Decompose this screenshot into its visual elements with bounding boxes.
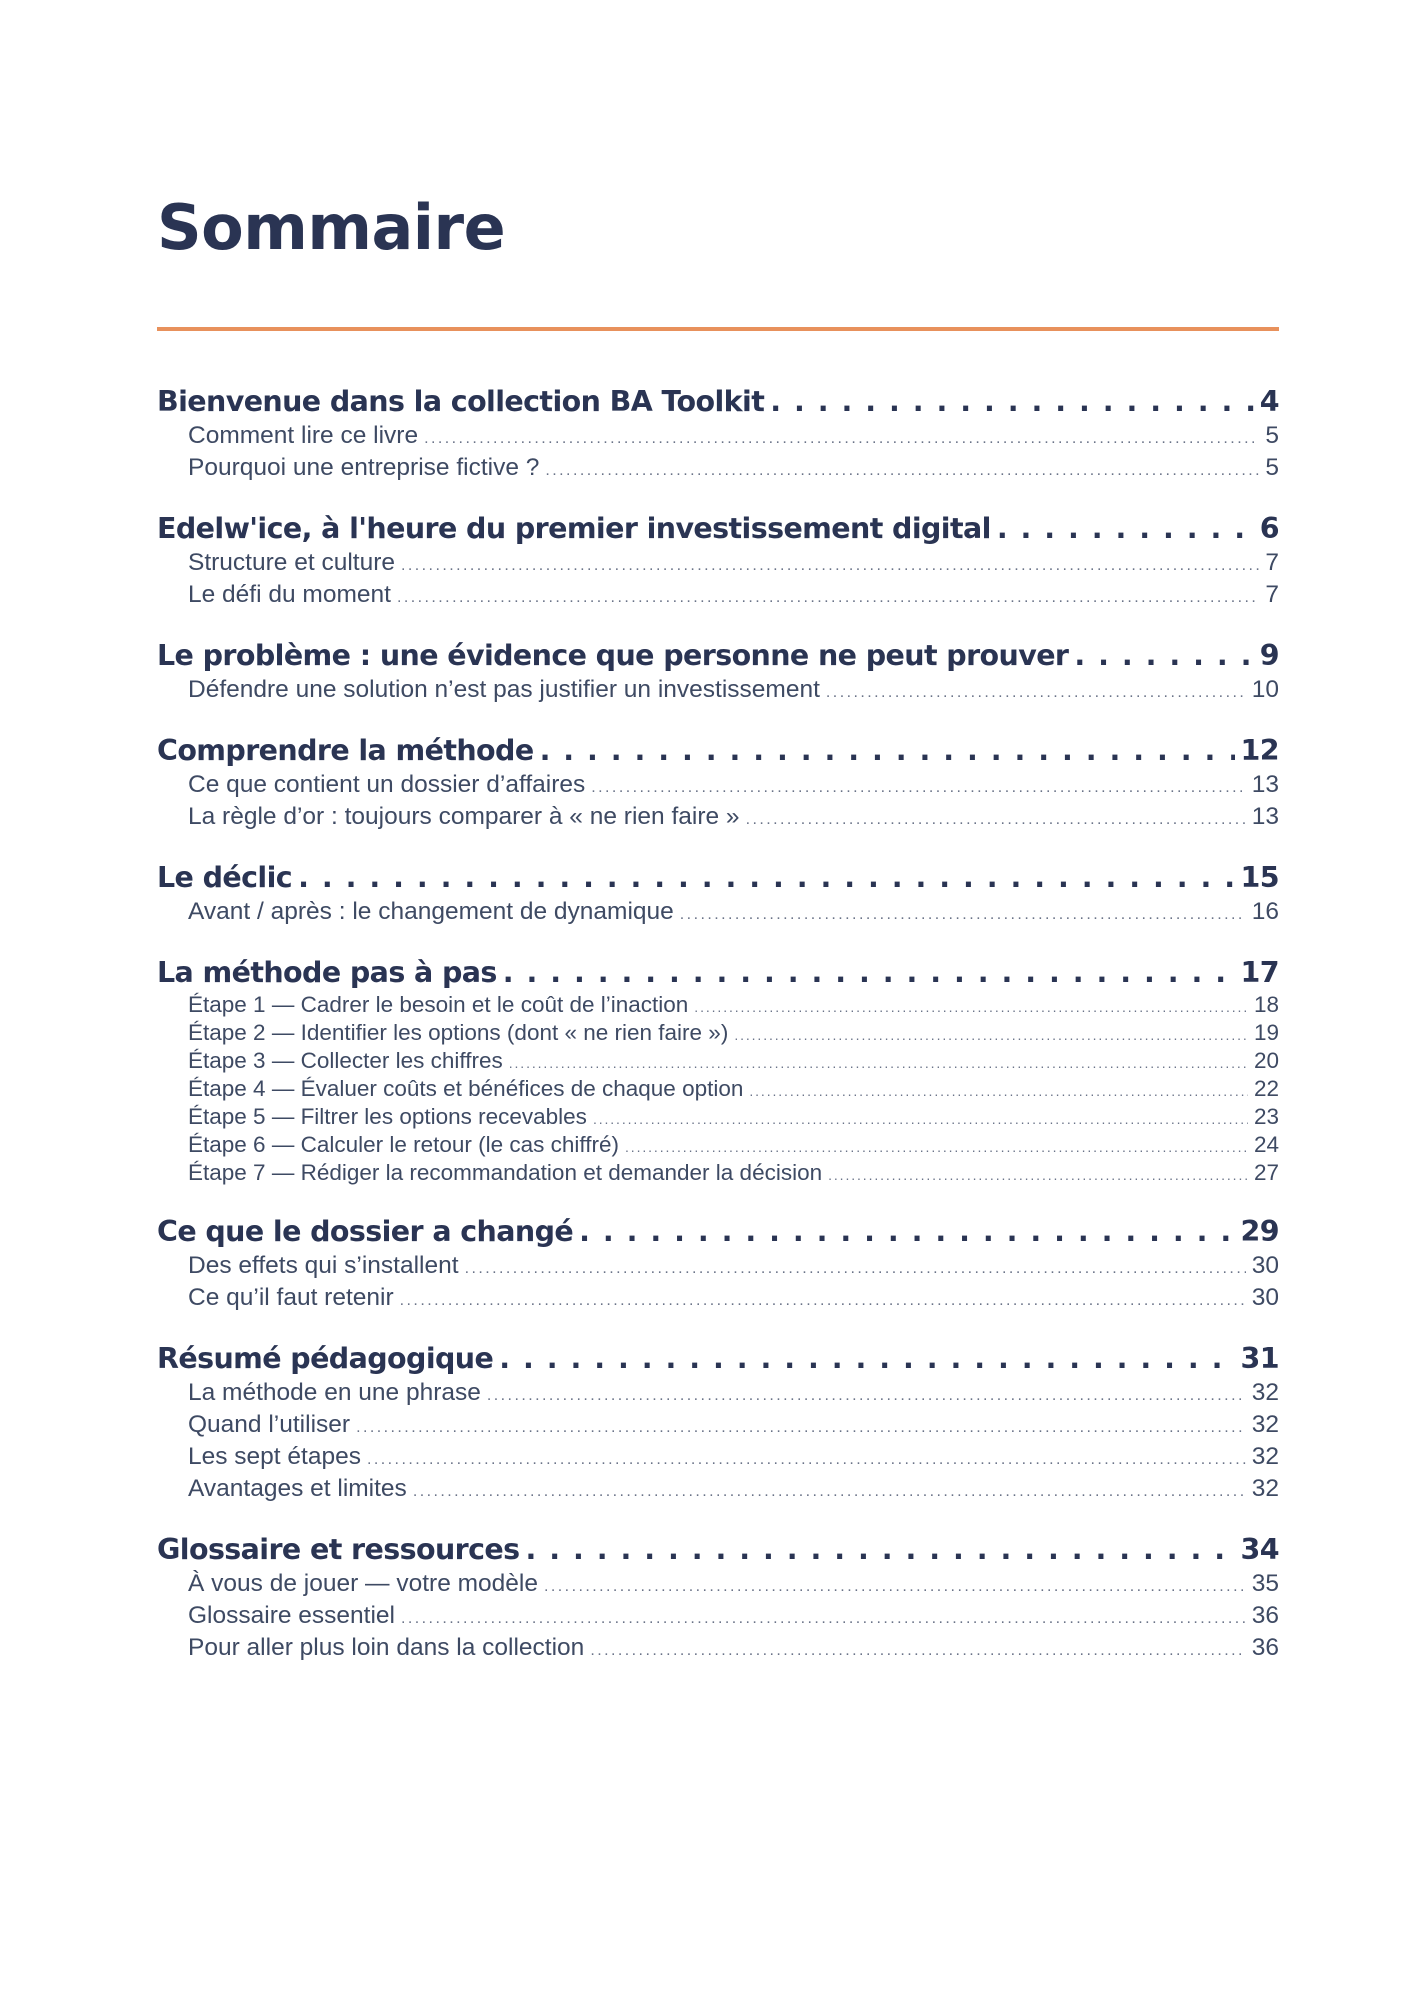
toc-section — [157, 732, 1279, 834]
toc-subentry[interactable] — [157, 1076, 1279, 1104]
toc-chapter-title: Résumé pédagogique — [157, 1342, 494, 1375]
toc-subentry-page: 36 — [1251, 1602, 1279, 1629]
toc-subentry-page: 16 — [1251, 898, 1279, 925]
dot-leader — [397, 583, 1259, 612]
toc-subentry-page: 32 — [1251, 1475, 1279, 1502]
toc-chapter-entry[interactable] — [157, 1531, 1279, 1569]
toc-chapter-title: Edelw'ice, à l'heure du premier investissement digital — [157, 512, 991, 545]
toc-subentry-page: 32 — [1251, 1411, 1279, 1438]
toc-subentry[interactable] — [157, 1633, 1279, 1665]
toc-chapter-page: 4 — [1259, 385, 1279, 418]
toc-subentry[interactable] — [157, 770, 1279, 802]
toc-subentry[interactable] — [157, 580, 1279, 612]
toc-subentry[interactable] — [157, 1160, 1279, 1188]
toc-subentry-title: Des effets qui s’installent — [188, 1252, 459, 1279]
toc-chapter-page: 15 — [1240, 861, 1279, 894]
dot-leader — [680, 900, 1246, 929]
dot-leader — [503, 954, 1235, 992]
toc-chapter-entry[interactable] — [157, 637, 1279, 675]
toc-subentry[interactable] — [157, 1410, 1279, 1442]
toc-chapter-title: Comprendre la méthode — [157, 734, 534, 767]
toc-subentry[interactable] — [157, 1601, 1279, 1633]
toc-subentry[interactable] — [157, 1474, 1279, 1506]
toc-subentry-page: 36 — [1251, 1634, 1279, 1661]
toc-subentry-title: Défendre une solution n’est pas justifier un investissement — [188, 676, 820, 703]
toc-subentry-title: Pourquoi une entreprise fictive ? — [188, 454, 540, 481]
toc-subentry-page: 19 — [1253, 1020, 1279, 1045]
toc-subentry-title: Le défi du moment — [188, 581, 391, 608]
toc-section — [157, 1531, 1279, 1665]
dot-leader — [401, 1604, 1246, 1633]
toc-subentry[interactable] — [157, 1104, 1279, 1132]
toc-chapter-page: 29 — [1240, 1215, 1279, 1248]
toc-subentry-title: Étape 7 — Rédiger la recommandation et demander la décision — [188, 1160, 823, 1185]
dot-leader — [525, 1531, 1234, 1569]
page-title: Sommaire — [157, 191, 506, 264]
dot-leader — [465, 1254, 1246, 1283]
dot-leader — [734, 1023, 1248, 1048]
toc-subentry-page: 5 — [1265, 454, 1279, 481]
toc-subentry-title: Structure et culture — [188, 549, 395, 576]
dot-leader — [499, 1340, 1234, 1378]
toc-subentry-title: La méthode en une phrase — [188, 1379, 481, 1406]
toc-subentry[interactable] — [157, 1283, 1279, 1315]
dot-leader — [424, 424, 1259, 453]
toc-subentry-title: Les sept étapes — [188, 1443, 361, 1470]
toc-subentry-title: Quand l’utiliser — [188, 1411, 351, 1438]
toc-subentry-page: 27 — [1253, 1160, 1279, 1185]
toc-subentry-page: 10 — [1251, 676, 1279, 703]
toc-subentry-page: 18 — [1253, 992, 1279, 1017]
toc-chapter-title: Glossaire et ressources — [157, 1533, 520, 1566]
toc-chapter-entry[interactable] — [157, 732, 1279, 770]
dot-leader — [625, 1135, 1248, 1160]
toc-chapter-entry[interactable] — [157, 954, 1279, 992]
toc-subentry-page: 35 — [1251, 1570, 1279, 1597]
dot-leader — [749, 1079, 1248, 1104]
dot-leader — [509, 1051, 1248, 1076]
title-divider — [157, 327, 1279, 331]
toc-subentry[interactable] — [157, 1378, 1279, 1410]
dot-leader — [770, 383, 1254, 421]
toc-section — [157, 383, 1279, 485]
toc-subentry[interactable] — [157, 897, 1279, 929]
toc-subentry[interactable] — [157, 802, 1279, 834]
dot-leader — [545, 456, 1259, 485]
toc-subentry-title: La règle d’or : toujours comparer à « ne rien faire » — [188, 803, 740, 830]
toc-section — [157, 510, 1279, 612]
dot-leader — [1074, 637, 1253, 675]
toc-subentry[interactable] — [157, 1020, 1279, 1048]
toc-subentry[interactable] — [157, 1132, 1279, 1160]
toc-subentry-page: 7 — [1265, 581, 1279, 608]
dot-leader — [401, 551, 1259, 580]
toc-subentry-page: 5 — [1265, 422, 1279, 449]
toc-chapter-entry[interactable] — [157, 859, 1279, 897]
dot-leader — [997, 510, 1254, 548]
toc-subentry-page: 7 — [1265, 549, 1279, 576]
toc-chapter-page: 12 — [1240, 734, 1279, 767]
dot-leader — [298, 859, 1234, 897]
toc-subentry[interactable] — [157, 1569, 1279, 1601]
toc-chapter-title: Le déclic — [157, 861, 293, 894]
toc-subentry-page: 32 — [1251, 1443, 1279, 1470]
toc-subentry-title: Comment lire ce livre — [188, 422, 419, 449]
toc-subentry-title: Pour aller plus loin dans la collection — [188, 1634, 585, 1661]
toc-subentry-title: Étape 1 — Cadrer le besoin et le coût de l’inaction — [188, 992, 689, 1017]
dot-leader — [544, 1572, 1246, 1601]
toc-chapter-title: Ce que le dossier a changé — [157, 1215, 574, 1248]
toc-subentry-title: Étape 4 — Évaluer coûts et bénéfices de chaque option — [188, 1076, 744, 1101]
toc-subentry[interactable] — [157, 548, 1279, 580]
toc-section — [157, 1340, 1279, 1506]
table-of-contents — [157, 383, 1279, 1665]
toc-chapter-page: 34 — [1240, 1533, 1279, 1566]
toc-subentry[interactable] — [157, 1442, 1279, 1474]
toc-subentry[interactable] — [157, 675, 1279, 707]
toc-subentry-title: Étape 3 — Collecter les chiffres — [188, 1048, 503, 1073]
toc-subentry-page: 32 — [1251, 1379, 1279, 1406]
toc-subentry-page: 20 — [1253, 1048, 1279, 1073]
toc-chapter-entry[interactable] — [157, 1213, 1279, 1251]
toc-chapter-entry[interactable] — [157, 510, 1279, 548]
toc-subentry[interactable] — [157, 1048, 1279, 1076]
toc-subentry-title: Avant / après : le changement de dynamique — [188, 898, 674, 925]
toc-subentry-page: 13 — [1251, 771, 1279, 798]
toc-subentry-page: 30 — [1251, 1284, 1279, 1311]
toc-chapter-entry[interactable] — [157, 383, 1279, 421]
toc-subentry-title: À vous de jouer — votre modèle — [188, 1570, 538, 1597]
dot-leader — [591, 773, 1245, 802]
toc-chapter-page: 6 — [1259, 512, 1279, 545]
toc-subentry-title: Étape 5 — Filtrer les options recevables — [188, 1104, 587, 1129]
toc-subentry-title: Avantages et limites — [188, 1475, 407, 1502]
toc-chapter-title: Bienvenue dans la collection BA Toolkit — [157, 385, 765, 418]
toc-section — [157, 859, 1279, 929]
toc-section — [157, 637, 1279, 707]
toc-subentry-page: 22 — [1253, 1076, 1279, 1101]
dot-leader — [590, 1636, 1245, 1665]
dot-leader — [356, 1413, 1246, 1442]
dot-leader — [413, 1477, 1246, 1506]
toc-subentry-page: 30 — [1251, 1252, 1279, 1279]
toc-section — [157, 1213, 1279, 1315]
toc-chapter-page: 17 — [1240, 956, 1279, 989]
toc-subentry-page: 24 — [1253, 1132, 1279, 1157]
dot-leader — [540, 732, 1235, 770]
dot-leader — [487, 1381, 1246, 1410]
toc-chapter-title: La méthode pas à pas — [157, 956, 497, 989]
toc-subentry[interactable] — [157, 1251, 1279, 1283]
toc-subentry[interactable] — [157, 421, 1279, 453]
dot-leader — [694, 995, 1248, 1020]
dot-leader — [579, 1213, 1234, 1251]
dot-leader — [826, 678, 1246, 707]
toc-subentry-page: 13 — [1251, 803, 1279, 830]
toc-subentry-page: 23 — [1253, 1104, 1279, 1129]
dot-leader — [746, 805, 1246, 834]
toc-chapter-page: 9 — [1259, 639, 1279, 672]
toc-chapter-entry[interactable] — [157, 1340, 1279, 1378]
toc-section — [157, 954, 1279, 1188]
toc-subentry-title: Ce qu’il faut retenir — [188, 1284, 394, 1311]
toc-subentry[interactable] — [157, 992, 1279, 1020]
toc-subentry-title: Étape 2 — Identifier les options (dont « ne rien faire ») — [188, 1020, 729, 1045]
dot-leader — [593, 1107, 1248, 1132]
dot-leader — [828, 1163, 1248, 1188]
toc-chapter-title: Le problème : une évidence que personne ne peut prouver — [157, 639, 1069, 672]
dot-leader — [367, 1445, 1246, 1474]
toc-subentry-title: Étape 6 — Calculer le retour (le cas chiffré) — [188, 1132, 620, 1157]
dot-leader — [400, 1286, 1246, 1315]
toc-subentry-title: Glossaire essentiel — [188, 1602, 395, 1629]
toc-chapter-page: 31 — [1240, 1342, 1279, 1375]
toc-subentry[interactable] — [157, 453, 1279, 485]
toc-subentry-title: Ce que contient un dossier d’affaires — [188, 771, 586, 798]
